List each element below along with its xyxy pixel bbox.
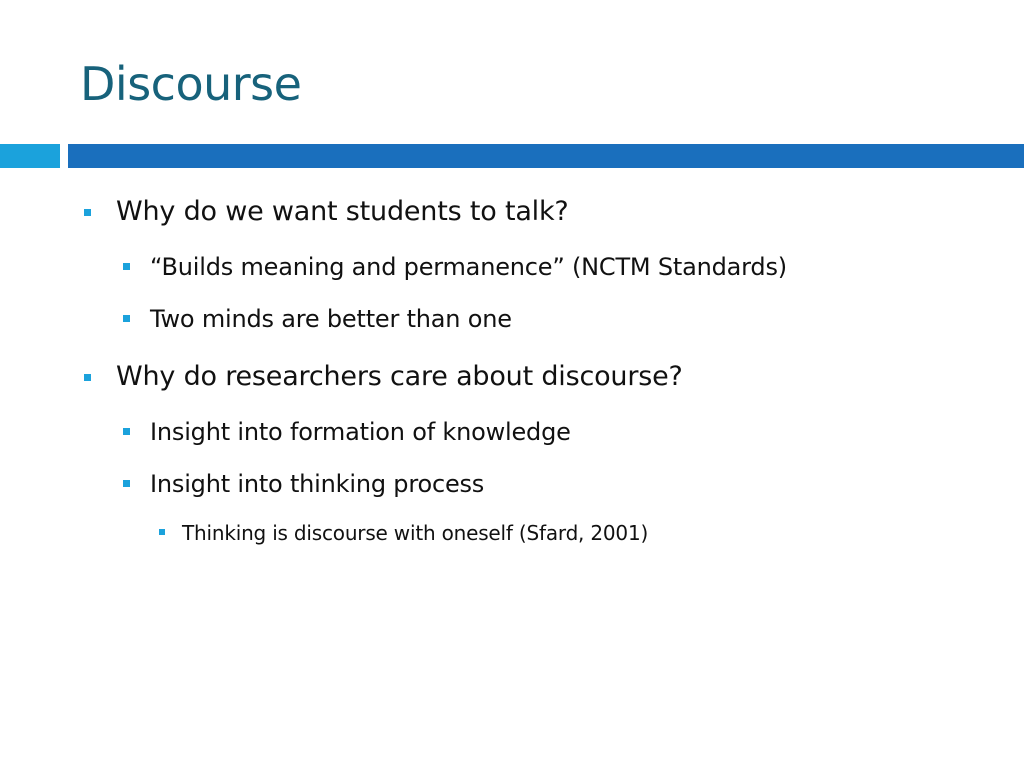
bullet-text: “Builds meaning and permanence” (NCTM Standards) <box>150 253 787 281</box>
slide-title: Discourse <box>80 57 302 111</box>
bullet-item <box>116 359 683 395</box>
bullet-text: Two minds are better than one <box>150 305 512 333</box>
square-bullet-icon <box>84 374 91 381</box>
square-bullet-icon <box>84 209 91 216</box>
bullet-item <box>150 251 787 283</box>
square-bullet-icon <box>123 480 130 487</box>
bullet-item <box>182 519 648 547</box>
bullet-text: Thinking is discourse with oneself (Sfard, 2001) <box>182 521 649 545</box>
square-bullet-icon <box>123 263 130 270</box>
bullet-text: Insight into thinking process <box>150 470 485 498</box>
square-bullet-icon <box>159 529 165 535</box>
bullet-item <box>116 194 569 230</box>
bullet-text: Why do researchers care about discourse? <box>116 361 683 392</box>
bullet-text: Why do we want students to talk? <box>116 196 569 227</box>
bullet-item <box>150 468 484 500</box>
bullet-item <box>150 416 571 448</box>
bullet-item <box>150 303 512 335</box>
square-bullet-icon <box>123 315 130 322</box>
bullet-text: Insight into formation of knowledge <box>150 418 571 446</box>
square-bullet-icon <box>123 428 130 435</box>
